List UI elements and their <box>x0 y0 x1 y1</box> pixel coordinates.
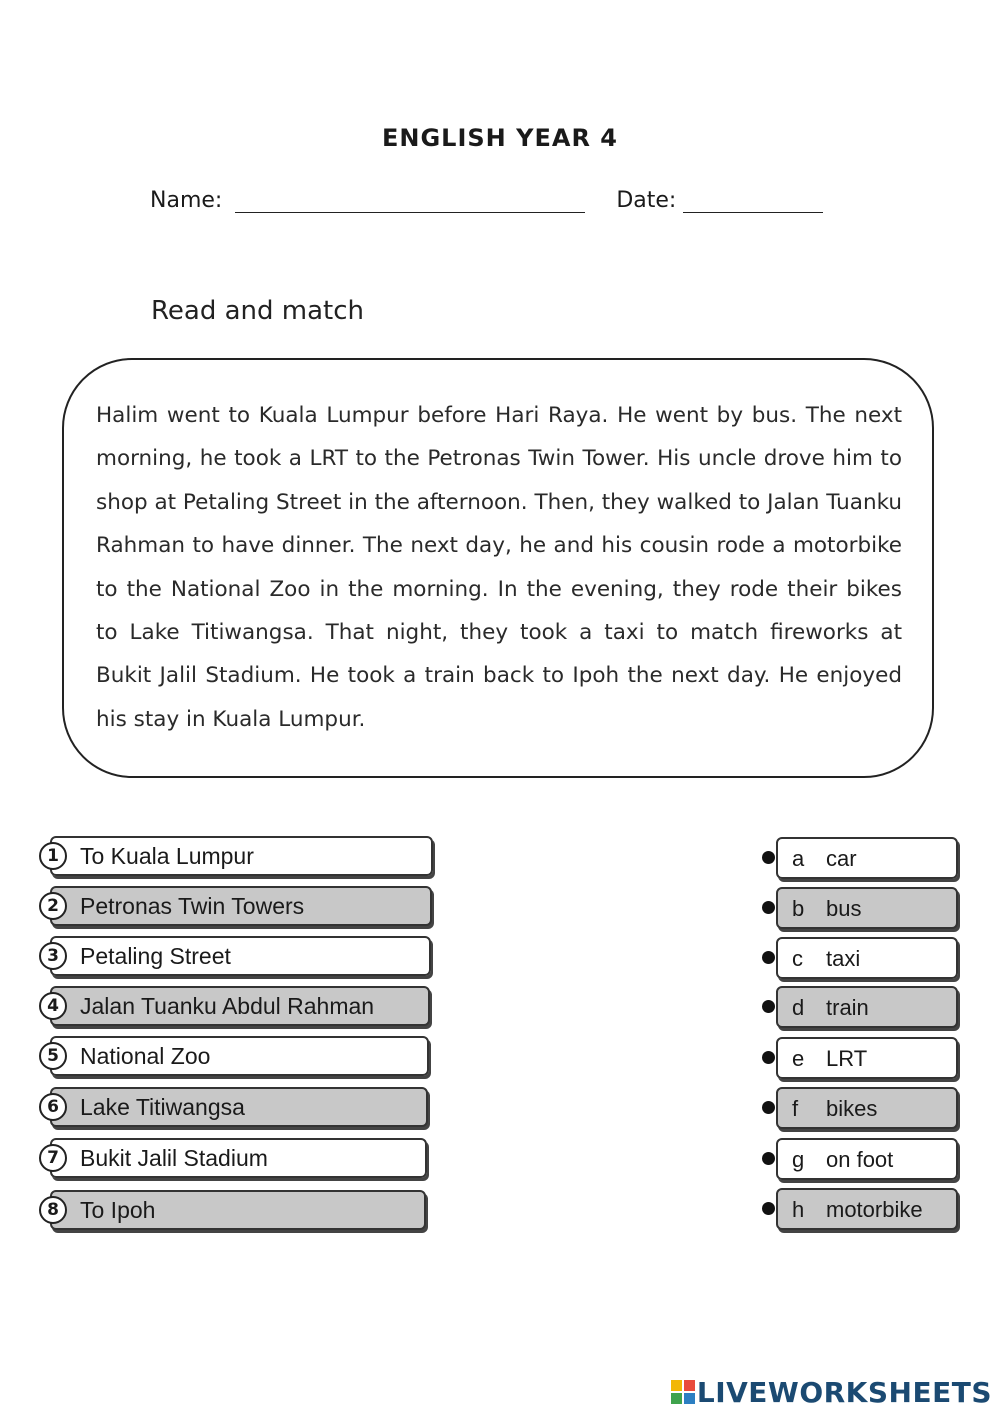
number-badge: 7 <box>39 1144 67 1172</box>
place-label: Bukit Jalil Stadium <box>80 1145 268 1171</box>
place-label: To Kuala Lumpur <box>80 843 254 869</box>
name-label: Name: <box>150 188 223 213</box>
place-label: To Ipoh <box>80 1197 156 1223</box>
place-label: Lake Titiwangsa <box>80 1094 245 1120</box>
place-label: Jalan Tuanku Abdul Rahman <box>80 993 375 1019</box>
worksheet-title: ENGLISH YEAR 4 <box>381 124 618 152</box>
number-badge: 1 <box>39 842 67 870</box>
transport-label: on foot <box>826 1147 894 1172</box>
option-letter: c <box>792 946 803 971</box>
number-badge: 8 <box>39 1196 67 1224</box>
match-dot[interactable] <box>762 1000 775 1013</box>
match-dot[interactable] <box>762 851 775 864</box>
option-letter: b <box>792 896 805 921</box>
transport-label: car <box>826 846 857 871</box>
liveworksheets-brand <box>671 1376 992 1409</box>
transport-label: taxi <box>826 946 861 971</box>
match-dot[interactable] <box>762 901 775 914</box>
option-letter: d <box>792 995 805 1020</box>
transport-label: bikes <box>826 1096 878 1121</box>
number-badge: 2 <box>39 892 67 920</box>
option-letter: e <box>792 1046 805 1071</box>
date-label: Date: <box>616 188 677 213</box>
place-item-2[interactable] <box>36 886 432 926</box>
number-badge: 3 <box>39 942 67 970</box>
name-field[interactable] <box>235 188 585 213</box>
option-letter: h <box>792 1197 805 1222</box>
match-dot[interactable] <box>762 1051 775 1064</box>
option-letter: g <box>792 1147 805 1172</box>
transport-item-d[interactable] <box>762 986 958 1028</box>
place-item-6[interactable] <box>36 1087 428 1127</box>
transport-label: bus <box>826 896 862 921</box>
place-item-5[interactable] <box>36 1036 429 1076</box>
place-label: Petaling Street <box>80 943 231 969</box>
reading-passage: Halim went to Kuala Lumpur before Hari Raya. He went by bus. The next morning, he took a LRT to the Petronas Twin Tower. His uncle drove him to shop at Petaling Street in the afternoon. Then, they walked to Jalan Tuanku Rahman to have dinner. The next day, he and his cousin rode a motorbike to the National Zoo in the morning. In the evening, they rode their bikes to Lake Titiwangsa. That night, they took a taxi to match fireworks at Bukit Jalil Stadium. He took a train back to Ipoh the next day. He enjoyed his stay in Kuala Lumpur. <box>96 403 902 732</box>
option-letter: f <box>792 1096 799 1121</box>
match-dot[interactable] <box>762 1152 775 1165</box>
place-label: Petronas Twin Towers <box>80 893 305 919</box>
transport-item-b[interactable] <box>762 887 958 929</box>
place-item-4[interactable] <box>36 986 430 1026</box>
name-date-row <box>150 188 823 213</box>
match-dot[interactable] <box>762 951 775 964</box>
brand-text: LIVEWORKSHEETS <box>696 1376 992 1409</box>
place-label: National Zoo <box>80 1043 211 1069</box>
transport-item-c[interactable] <box>762 937 958 979</box>
place-item-7[interactable] <box>36 1138 427 1178</box>
place-item-1[interactable] <box>36 836 433 876</box>
place-item-8[interactable] <box>36 1190 426 1230</box>
reading-passage-box <box>62 358 934 778</box>
number-badge: 6 <box>39 1093 67 1121</box>
transport-item-f[interactable] <box>762 1087 958 1129</box>
number-badge: 4 <box>39 992 67 1020</box>
transport-label: LRT <box>826 1046 868 1071</box>
transport-item-a[interactable] <box>762 837 958 879</box>
match-dot[interactable] <box>762 1101 775 1114</box>
date-field[interactable] <box>683 188 823 213</box>
instruction: Read and match <box>151 296 365 326</box>
match-dot[interactable] <box>762 1202 775 1215</box>
transport-item-g[interactable] <box>762 1138 958 1180</box>
option-letter: a <box>792 846 805 871</box>
transport-label: motorbike <box>826 1197 923 1222</box>
transport-item-e[interactable] <box>762 1037 958 1079</box>
transport-label: train <box>826 995 869 1020</box>
transport-item-h[interactable] <box>762 1188 958 1230</box>
liveworksheets-logo-icon <box>671 1380 695 1404</box>
place-item-3[interactable] <box>36 936 431 976</box>
number-badge: 5 <box>39 1042 67 1070</box>
